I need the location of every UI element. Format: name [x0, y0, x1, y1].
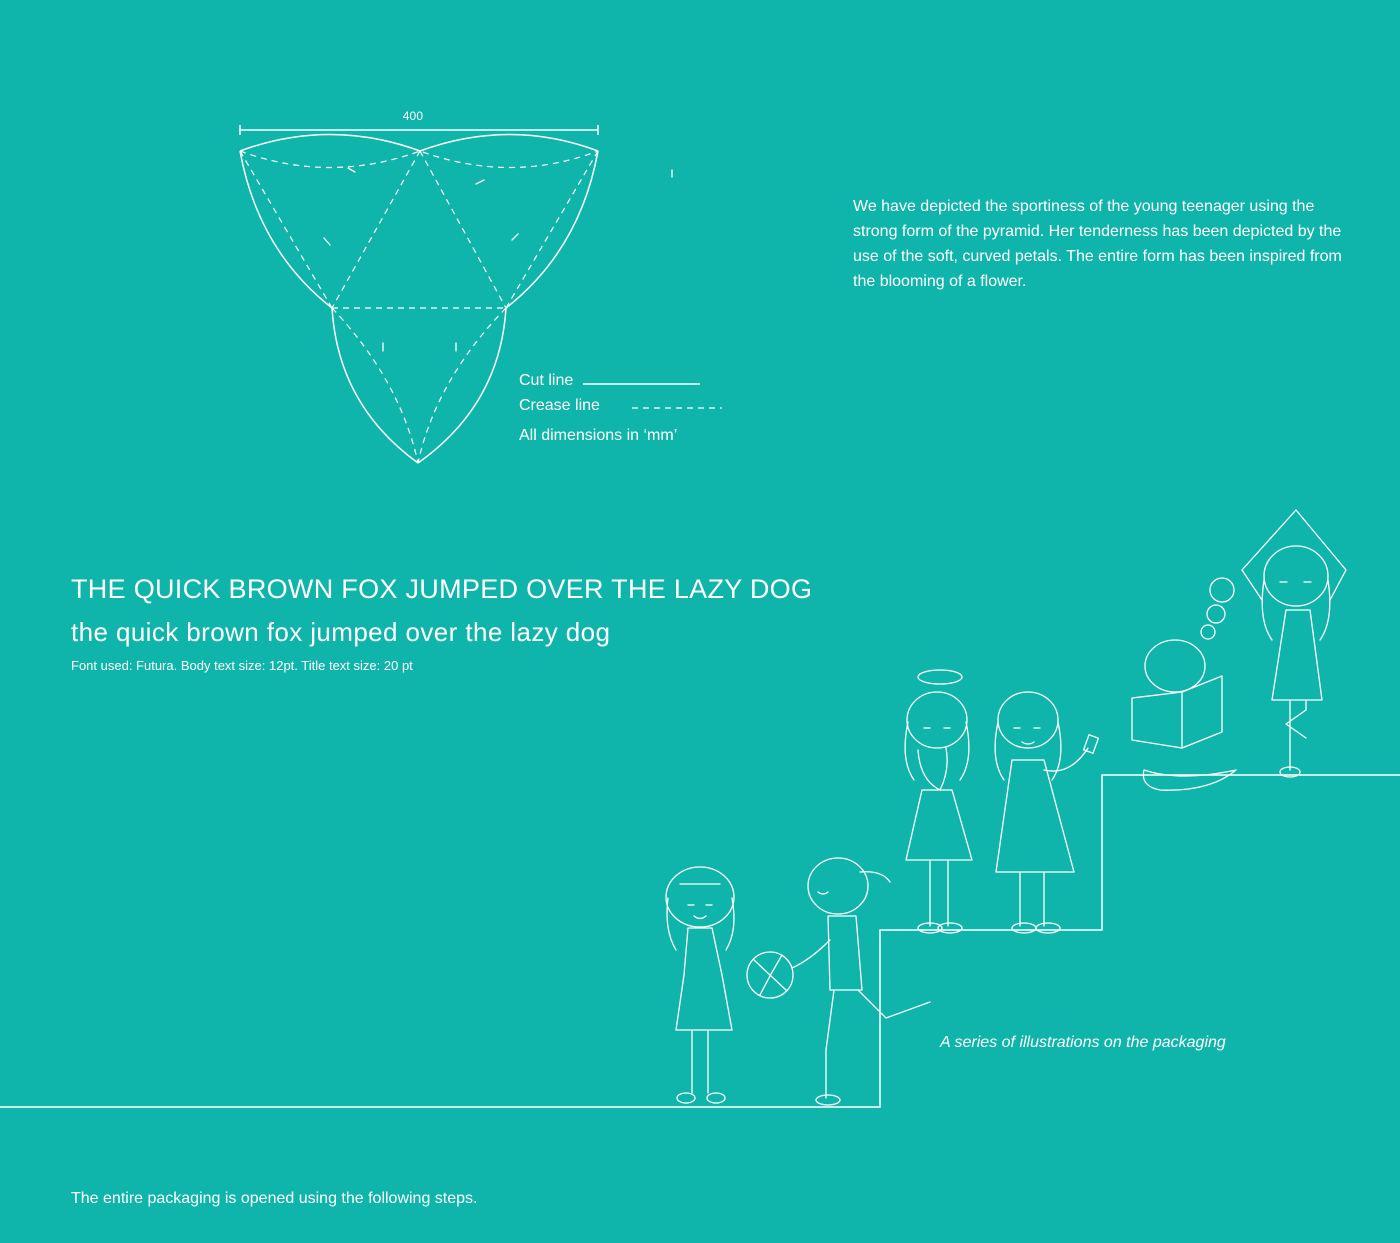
illustration-caption: A series of illustrations on the packaging	[940, 1034, 1226, 1051]
girl-standing-figure	[666, 867, 734, 1103]
typography-sample-lowercase: the quick brown fox jumped over the lazy dog	[71, 617, 611, 647]
stairs-line	[0, 775, 1400, 1107]
units-note: All dimensions in ‘mm’	[519, 427, 678, 444]
dimension-label: 400	[402, 109, 424, 123]
font-spec-note: Font used: Futura. Body text size: 12pt. Title text size: 20 pt	[71, 658, 413, 673]
girl-reading-figure	[1132, 578, 1236, 790]
crease-line-label: Crease line	[519, 397, 600, 414]
girl-phone-figure	[995, 692, 1098, 933]
typography-sample-uppercase: THE QUICK BROWN FOX JUMPED OVER THE LAZY DOG	[71, 574, 813, 604]
design-description: We have depicted the sportiness of the young teenager using the strong form of the pyramid. Her tenderness has been depicted by the use of the soft, curved petals. The entire form has been inspired from the blooming of a flower.	[853, 198, 1342, 290]
cut-line-label: Cut line	[519, 372, 574, 389]
girl-halo-figure	[905, 670, 972, 933]
girl-yoga-figure	[1242, 510, 1346, 777]
footer-instruction: The entire packaging is opened using the following steps.	[71, 1190, 478, 1207]
girl-ball-figure	[747, 858, 930, 1105]
